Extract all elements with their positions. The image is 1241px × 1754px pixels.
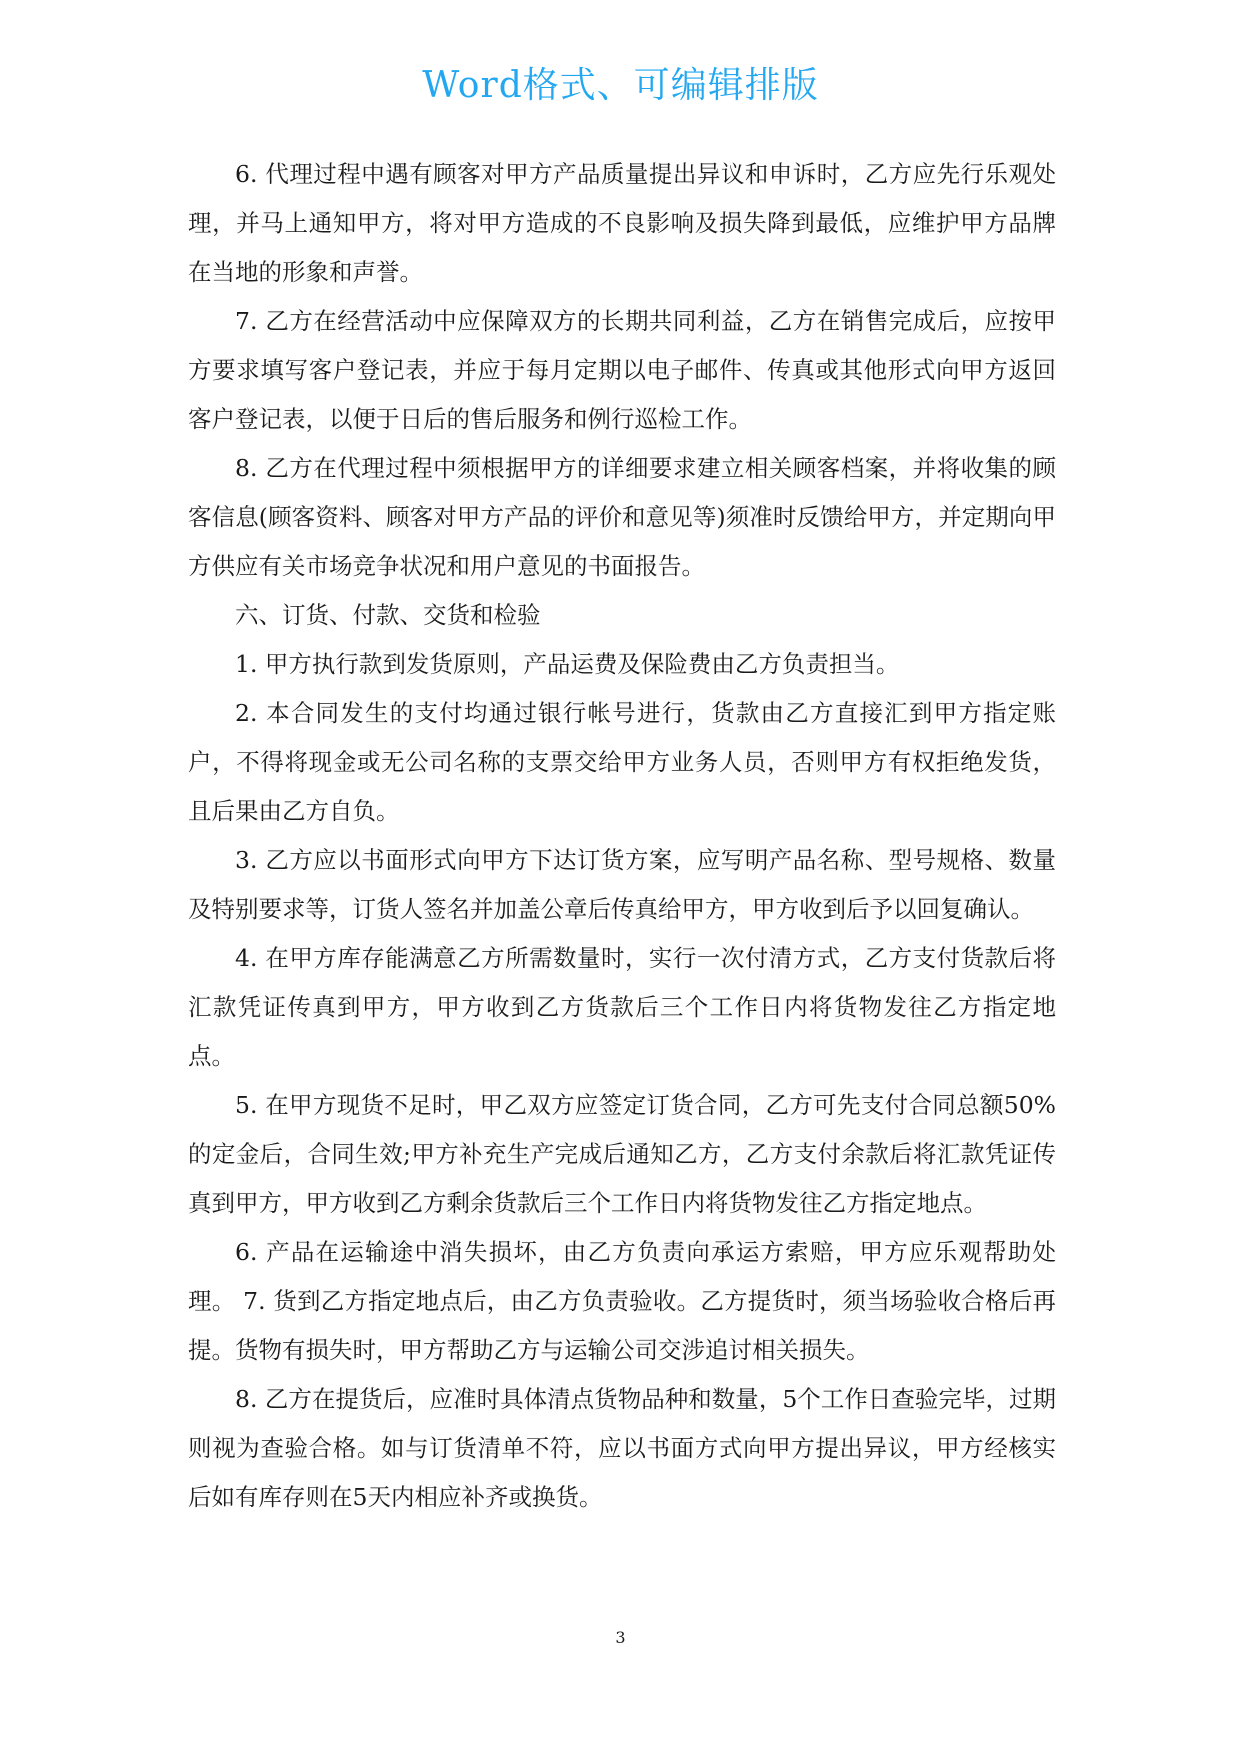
paragraph-item-8-customer-files: 8. 乙方在代理过程中须根据甲方的详细要求建立相关顾客档案，并将收集的顾客信息(顾客资料、顾客对甲方产品的评价和意见等)须准时反馈给甲方，并定期向甲方供应有关市场竞争状况和用户意见的书面报告。 bbox=[188, 454, 1056, 580]
paragraph-item-8-inspection: 8. 乙方在提货后，应准时具体清点货物品种和数量，5个工作日查验完毕，过期则视为查验合格。如与订货清单不符，应以书面方式向甲方提出异议，甲方经核实后如有库存则在5天内相应补齐或换货。 bbox=[188, 1385, 1056, 1511]
paragraph-item-2-bank-transfer: 2. 本合同发生的支付均通过银行帐号进行，货款由乙方直接汇到甲方指定账户，不得将现金或无公司名称的支票交给甲方业务人员，否则甲方有权拒绝发货，且后果由乙方自负。 bbox=[188, 699, 1056, 825]
paragraph-item-4-full-payment: 4. 在甲方库存能满意乙方所需数量时，实行一次付清方式，乙方支付货款后将汇款凭证传真到甲方，甲方收到乙方货款后三个工作日内将货物发往乙方指定地点。 bbox=[188, 944, 1056, 1070]
paragraph-item-5-deposit: 5. 在甲方现货不足时，甲乙双方应签定订货合同，乙方可先支付合同总额50%的定金后，合同生效;甲方补充生产完成后通知乙方，乙方支付余款后将汇款凭证传真到甲方，甲方收到乙方剩余货款后三个工作日内将货物发往乙方指定地点。 bbox=[188, 1091, 1056, 1217]
paragraph-item-6-7-transport-acceptance: 6. 产品在运输途中消失损坏，由乙方负责向承运方索赔，甲方应乐观帮助处理。 7. 货到乙方指定地点后，由乙方负责验收。乙方提货时，须当场验收合格后再提。货物有损失时，甲方帮助乙方与运输公司交涉追讨相关损失。 bbox=[188, 1238, 1056, 1364]
header-title: Word格式、可编辑排版 bbox=[422, 65, 819, 106]
section-heading-ordering: 六、订货、付款、交货和检验 bbox=[235, 601, 541, 629]
document-body bbox=[188, 150, 1056, 1522]
paragraph-item-1-payment-principle: 1. 甲方执行款到发货原则，产品运费及保险费由乙方负责担当。 bbox=[235, 650, 900, 678]
paragraph-item-6-complaints: 6. 代理过程中遇有顾客对甲方产品质量提出异议和申诉时，乙方应先行乐观处理，并马上通知甲方，将对甲方造成的不良影响及损失降到最低，应维护甲方品牌在当地的形象和声誉。 bbox=[188, 160, 1056, 286]
paragraph-item-3-order-plan: 3. 乙方应以书面形式向甲方下达订货方案，应写明产品名称、型号规格、数量及特别要求等，订货人签名并加盖公章后传真给甲方，甲方收到后予以回复确认。 bbox=[188, 846, 1056, 923]
page-number: 3 bbox=[615, 1628, 626, 1647]
paragraph-item-7-customer-register: 7. 乙方在经营活动中应保障双方的长期共同利益，乙方在销售完成后，应按甲方要求填写客户登记表，并应于每月定期以电子邮件、传真或其他形式向甲方返回客户登记表，以便于日后的售后服务和例行巡检工作。 bbox=[188, 307, 1056, 433]
